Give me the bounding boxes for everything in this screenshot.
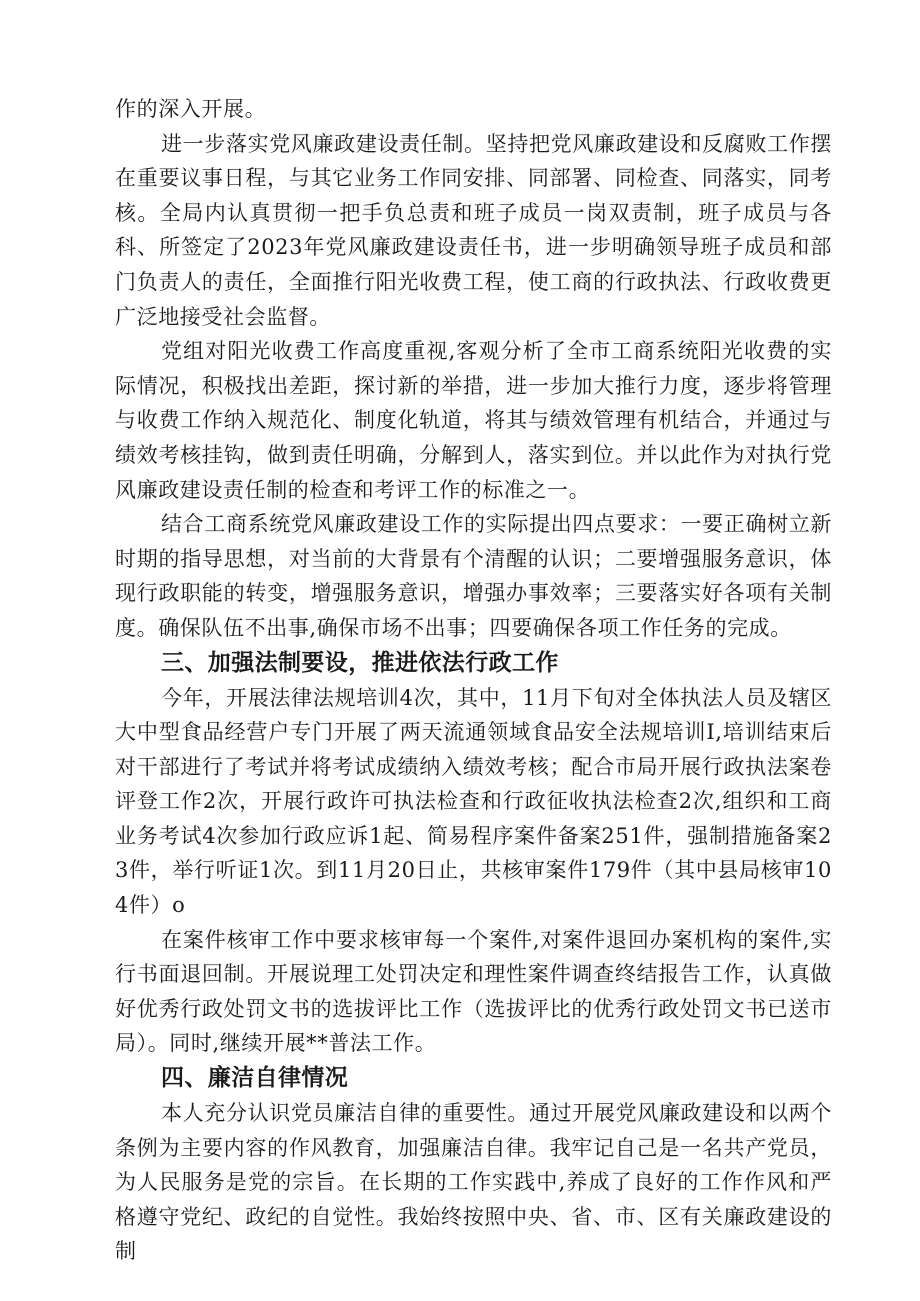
- paragraph-case-review: 在案件核审工作中要求核审每一个案件,对案件退回办案机构的案件,实行书面退回制。开展说理工处罚决定和理性案件调查终结报告工作，认真做好优秀行政处罚文书的选拔评比工作（选拔评比的优秀行政处罚文书已送市局）。同时,继续开展**普法工作。: [115, 927, 832, 1056]
- paragraph-legal-training: 今年，开展法律法规培训4次，其中，11月下旬对全体执法人员及辖区大中型食品经营户专门开展了两天流通领域食品安全法规培训I,培训结束后对干部进行了考试并将考试成绩纳入绩效考核；配合市局开展行政执法案卷评登工作2次，开展行政许可执法检查和行政征收执法检查2次,组织和工商业务考试4次参加行政应诉1起、简易程序案件备案251件，强制措施备案23件，举行听证1次。到11月20日止，共核审案件179件（其中县局核审104件）o: [115, 685, 832, 918]
- paragraph-sunshine-fees: 党组对阳光收费工作高度重视,客观分析了全市工商系统阳光收费的实际情况，积极找出差距，探讨新的举措，进一步加大推行力度，逐步将管理与收费工作纳入规范化、制度化轨道，将其与绩效管理有机结合，并通过与绩效考核挂钩，做到责任明确，分解到人，落实到位。并以此作为对执行党风廉政建设责任制的检查和考评工作的标准之一。: [115, 339, 832, 502]
- paragraph-self-discipline: 本人充分认识党员廉洁自律的重要性。通过开展党风廉政建设和以两个条例为主要内容的作风教育，加强廉洁自律。我牢记自己是一名共产党员，为人民服务是党的宗旨。在长期的工作实践中,养成了良好的工作作风和严格遵守党纪、政纪的自觉性。我始终按照中央、省、市、区有关廉政建设的制: [115, 1101, 832, 1264]
- paragraph-continuation: 作的深入开展。: [115, 97, 267, 121]
- paragraph-four-requirements: 结合工商系统党风廉政建设工作的实际提出四点要求：一要正确树立新时期的指导思想，对当前的大背景有个清醒的认识；二要增强服务意识，体现行政职能的转变，增强服务意识，增强办事效率；三要落实好各项有关制度。确保队伍不出事,确保市场不出事；四要确保各项工作任务的完成。: [115, 512, 832, 640]
- section-heading-legal: 三、加强法制要设，推进依法行政工作: [161, 649, 559, 676]
- paragraph-responsibility-system: 进一步落实党风廉政建设责任制。坚持把党风廉政建设和反腐败工作摆在重要议事日程，与其它业务工作同安排、同部署、同检查、同落实，同考核。全局内认真贯彻一把手负总责和班子成员一岗双责制，班子成员与各科、所签定了2023年党风廉政建设责任书，进一步明确领导班子成员和部门负责人的责任，全面推行阳光收费工程，使工商的行政执法、行政收费更广泛地接受社会监督。: [115, 131, 832, 329]
- section-heading-integrity: 四、廉洁自律情况: [161, 1065, 349, 1092]
